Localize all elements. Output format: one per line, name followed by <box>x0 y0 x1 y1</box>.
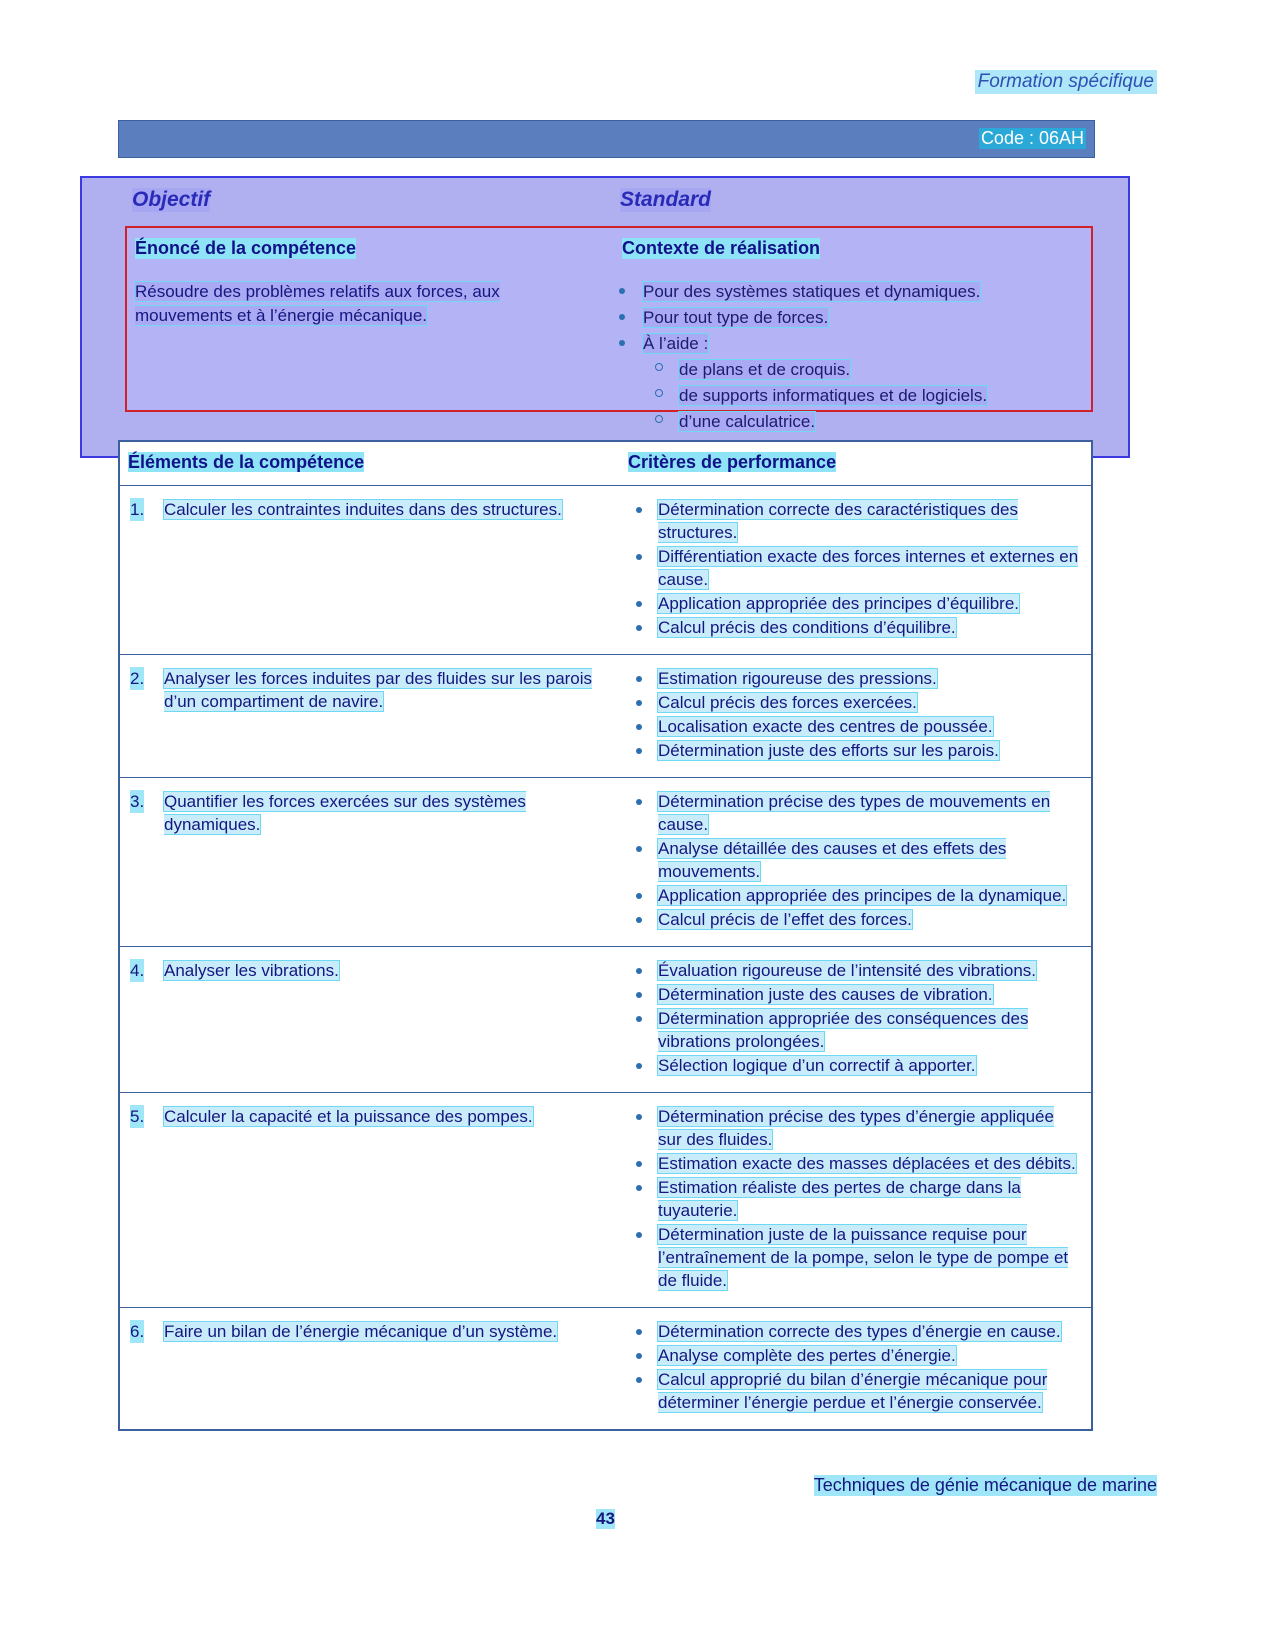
column-header-criteria: Critères de performance <box>628 452 837 472</box>
criterion-item: Détermination précise des types de mouvements en cause. <box>624 790 1081 836</box>
bullet-icon <box>636 625 642 631</box>
criterion-item: Calcul précis des forces exercées. <box>624 691 1081 714</box>
enonce-text-value: Résoudre des problèmes relatifs aux forces, aux mouvements et à l’énergie mécanique. <box>135 282 500 325</box>
bullet-icon <box>636 1185 642 1191</box>
element-cell <box>120 655 620 777</box>
criterion-item: Calcul précis des conditions d’équilibre. <box>624 616 1081 639</box>
criterion-item: Détermination juste de la puissance requise pour l’entraînement de la pompe, selon le type de pompe et de fluide. <box>624 1223 1081 1292</box>
competency-code: Code : 06AH <box>980 128 1084 148</box>
criterion-item: Estimation réaliste des pertes de charge dans la tuyauterie. <box>624 1176 1081 1222</box>
circle-bullet-icon <box>655 389 663 397</box>
criterion-item: Application appropriée des principes de la dynamique. <box>624 884 1081 907</box>
list-item: de plans et de croquis. <box>607 358 1077 382</box>
bullet-icon <box>636 893 642 899</box>
element-item: 4. Analyser les vibrations. <box>130 961 339 980</box>
bullet-icon <box>636 1232 642 1238</box>
bullet-icon <box>619 314 625 320</box>
objectif-label: Objectif <box>132 188 211 211</box>
bullet-icon <box>636 1377 642 1383</box>
table-row <box>120 655 1091 778</box>
enonce-contexte-box <box>125 226 1093 431</box>
page-number: 43 <box>596 1509 615 1528</box>
criterion-item: Analyse détaillée des causes et des effets des mouvements. <box>624 837 1081 883</box>
criteria-cell <box>620 1093 1091 1307</box>
competency-table <box>118 440 1093 1431</box>
bullet-icon <box>636 799 642 805</box>
column-header-elements: Éléments de la compétence <box>128 452 365 472</box>
bullet-icon <box>636 992 642 998</box>
table-row <box>120 486 1091 655</box>
list-item: de supports informatiques et de logiciels. <box>607 384 1077 408</box>
element-cell <box>120 486 620 654</box>
list-item: À l’aide : <box>607 332 1077 356</box>
element-cell <box>120 778 620 946</box>
bullet-icon <box>636 507 642 513</box>
footer-program-title: Techniques de génie mécanique de marine <box>813 1475 1157 1495</box>
list-item: Pour des systèmes statiques et dynamiques. <box>607 280 1077 304</box>
bullet-icon <box>636 1016 642 1022</box>
objective-standard-box <box>80 176 1130 458</box>
element-item: 6. Faire un bilan de l’énergie mécanique d’un système. <box>130 1322 558 1341</box>
bullet-icon <box>636 846 642 852</box>
bullet-icon <box>636 676 642 682</box>
bullet-icon <box>636 700 642 706</box>
criterion-item: Détermination juste des efforts sur les parois. <box>624 739 1081 762</box>
contexte-header: Contexte de réalisation <box>622 238 821 258</box>
bullet-icon <box>636 968 642 974</box>
criterion-item: Détermination juste des causes de vibration. <box>624 983 1081 1006</box>
bullet-icon <box>636 917 642 923</box>
criteria-cell <box>620 655 1091 777</box>
criterion-item: Application appropriée des principes d’équilibre. <box>624 592 1081 615</box>
criteria-cell <box>620 486 1091 654</box>
bullet-icon <box>636 748 642 754</box>
element-item: 2. Analyser les forces induites par des fluides sur les parois d’un compartiment de navire. <box>130 669 593 711</box>
criterion-item: Différentiation exacte des forces internes et externes en cause. <box>624 545 1081 591</box>
header-program-label: Formation spécifique <box>975 70 1157 94</box>
table-row <box>120 1308 1091 1429</box>
criterion-item: Localisation exacte des centres de poussée. <box>624 715 1081 738</box>
element-cell <box>120 1308 620 1429</box>
criterion-item: Calcul approprié du bilan d’énergie mécanique pour déterminer l’énergie perdue et l’énergie conservée. <box>624 1368 1081 1414</box>
bullet-icon <box>636 1353 642 1359</box>
element-cell <box>120 947 620 1092</box>
criterion-item: Détermination correcte des caractéristiques des structures. <box>624 498 1081 544</box>
table-row <box>120 778 1091 947</box>
bullet-icon <box>636 601 642 607</box>
bullet-icon <box>619 288 625 294</box>
criterion-item: Sélection logique d’un correctif à apporter. <box>624 1054 1081 1077</box>
contexte-list <box>607 280 1077 436</box>
circle-bullet-icon <box>655 415 663 423</box>
list-item: d’une calculatrice. <box>607 410 1077 434</box>
element-cell <box>120 1093 620 1307</box>
element-item: 3. Quantifier les forces exercées sur des systèmes dynamiques. <box>130 792 526 834</box>
criteria-cell <box>620 778 1091 946</box>
bullet-icon <box>619 340 625 346</box>
criterion-item: Détermination correcte des types d’énergie en cause. <box>624 1320 1081 1343</box>
criterion-item: Estimation exacte des masses déplacées et des débits. <box>624 1152 1081 1175</box>
bullet-icon <box>636 1161 642 1167</box>
circle-bullet-icon <box>655 363 663 371</box>
bullet-icon <box>636 1329 642 1335</box>
table-row <box>120 1093 1091 1308</box>
criterion-item: Analyse complète des pertes d’énergie. <box>624 1344 1081 1367</box>
enonce-text <box>135 280 575 328</box>
criterion-item: Estimation rigoureuse des pressions. <box>624 667 1081 690</box>
bullet-icon <box>636 554 642 560</box>
criterion-item: Calcul précis de l’effet des forces. <box>624 908 1081 931</box>
element-item: 5. Calculer la capacité et la puissance des pompes. <box>130 1107 533 1126</box>
criteria-cell <box>620 1308 1091 1429</box>
criterion-item: Évaluation rigoureuse de l’intensité des vibrations. <box>624 959 1081 982</box>
criterion-item: Détermination appropriée des conséquences des vibrations prolongées. <box>624 1007 1081 1053</box>
bullet-icon <box>636 1114 642 1120</box>
bullet-icon <box>636 724 642 730</box>
bullet-icon <box>636 1063 642 1069</box>
enonce-header: Énoncé de la compétence <box>135 238 357 258</box>
element-item: 1. Calculer les contraintes induites dans des structures. <box>130 500 562 519</box>
standard-label: Standard <box>620 188 712 211</box>
criteria-cell <box>620 947 1091 1092</box>
code-banner <box>118 120 1095 158</box>
table-row <box>120 947 1091 1093</box>
criterion-item: Détermination précise des types d’énergie appliquée sur des fluides. <box>624 1105 1081 1151</box>
table-header-row <box>120 442 1091 486</box>
list-item: Pour tout type de forces. <box>607 306 1077 330</box>
